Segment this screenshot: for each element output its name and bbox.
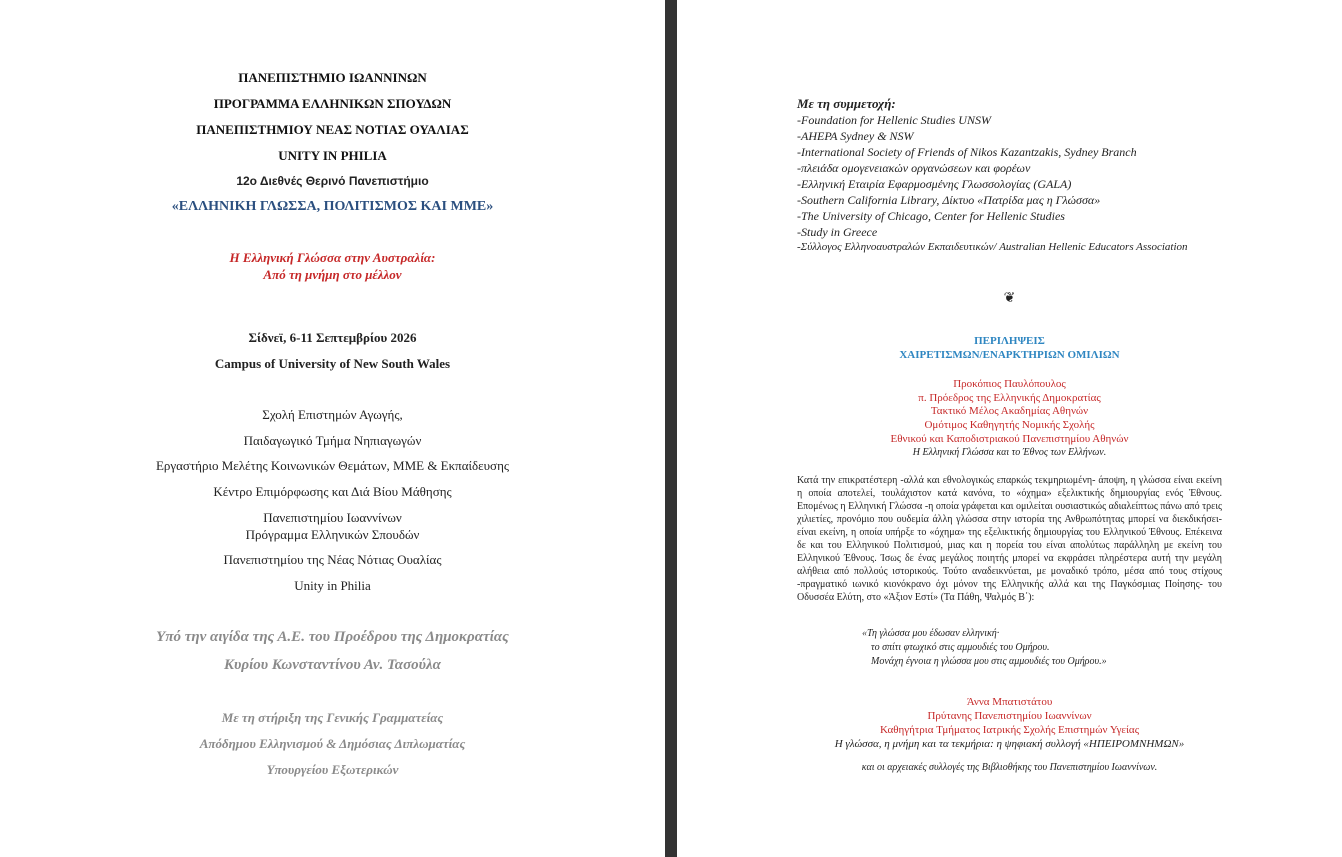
support-line-2: Απόδημου Ελληνισμού & Δημόσιας Διπλωματίας xyxy=(199,736,466,751)
participant-item: -AHEPA Sydney & NSW xyxy=(797,129,914,143)
organizer-line: Πανεπιστημίου της Νέας Νότιας Ουαλίας xyxy=(223,552,442,567)
speaker1-line: π. Πρόεδρος της Ελληνικής Δημοκρατίας xyxy=(918,392,1101,404)
right-page xyxy=(677,0,1342,857)
section-title-1: ΠΕΡΙΛΗΨΕΙΣ xyxy=(974,335,1045,347)
left-page xyxy=(0,0,665,857)
participant-item-highlight: -Σύλλογος Ελληνοαυστραλών Εκπαιδευτικών/ Australian Hellenic Educators Association xyxy=(797,241,1188,253)
speaker2-talk-1: Η γλώσσα, η μνήμη και τα τεκμήρια: η ψηφιακή συλλογή «ΗΠΕΙΡΟΜΝΗΜΩΝ» xyxy=(834,738,1185,750)
abstract-paragraph: Κατά την επικρατέστερη -αλλά και εθνολογικώς επαρκώς τεκμηριωμένη- άποψη, η γλώσσα είναι εκείνη η οποία αποτελεί, τουλάχιστον κατά κανόνα, το «όχημα» εξελικτικής δημιουργίας ενός Έθνους. Επομένως η Ελληνική Γλώσσα -η οποία γράφεται και ομιλείται ουσιαστικώς αδιαλείπτως πάνω από τρεις χιλιετίες, προνόμιο που ουδεμία άλλη γλώσσα στην ιστορία της Ανθρωπότητας μπορεί να διεκδικήσει- είναι εκείνη, η οποία υπήρξε το «όχημα» της εξελικτικής δημιουργίας του Ελληνικού Έθνους. Επέκεινα δε και του Ελληνικού Πολιτισμού, μιας και η πορεία του είναι απολύτως παράλληλη με εκείνη του Ελληνικού Έθνους. Ίσως δε ένας μεγάλος ποιητής μπορεί να εκφράσει πληρέστερα αυτή την μεγάλη αλήθεια από πολλούς ιστορικούς. Τούτο αναδεικνύεται, με μοναδικό τρόπο, μέσα από τους στίχους -πραγματικό ιωνικό κιονόκρανο όχι μόνον της Ελληνικής αλλά και της Παγκόσμιας Ποίησης- του Οδυσσέα Ελύτη, στο «Άξιον Εστί» (Τα Πάθη, Ψαλμός Β΄): xyxy=(797,475,1222,603)
speaker1-line: Τακτικό Μέλος Ακαδημίας Αθηνών xyxy=(930,405,1089,417)
participant-item: -International Society of Friends of Nikos Kazantzakis, Sydney Branch xyxy=(797,145,1137,159)
speaker2-line: Καθηγήτρια Τμήματος Ιατρικής Σχολής Επιστημών Υγείας xyxy=(879,724,1140,736)
organizer-line: Εργαστήριο Μελέτης Κοινωνικών Θεμάτων, ΜΜΕ & Εκπαίδευσης xyxy=(155,458,510,473)
participation-title: Με τη συμμετοχή: xyxy=(797,96,896,111)
speaker2-line: Άννα Μπατιστάτου xyxy=(966,696,1053,708)
support-line-3: Υπουργείου Εξωτερικών xyxy=(266,762,399,777)
summer-school-subtitle: 12ο Διεθνές Θερινό Πανεπιστήμιο xyxy=(236,174,429,188)
speaker1-line: Εθνικού και Καποδιστριακού Πανεπιστημίου Αθηνών xyxy=(890,433,1129,445)
organizer-line: Παιδαγωγικό Τμήμα Νηπιαγωγών xyxy=(243,433,422,448)
organizer-line: Σχολή Επιστημών Αγωγής, xyxy=(262,407,403,422)
unsw-title: ΠΑΝΕΠΙΣΤΗΜΙΟΥ ΝΕΑΣ ΝΟΤΙΑΣ ΟΥΑΛΙΑΣ xyxy=(196,122,469,137)
program-title: ΠΡΟΓΡΑΜΜΑ ΕΛΛΗΝΙΚΩΝ ΣΠΟΥΔΩΝ xyxy=(213,96,452,111)
unity-title: UNITY IN PHILIA xyxy=(278,148,387,163)
topic-line-1: Η Ελληνική Γλώσσα στην Αυστραλία: xyxy=(229,250,436,265)
organizer-line: Κέντρο Επιμόρφωσης και Διά Βίου Μάθησης xyxy=(213,484,452,499)
organizer-line: Πανεπιστημίου Ιωαννίνων xyxy=(263,510,402,525)
verse-line: «Τη γλώσσα μου έδωσαν ελληνική· xyxy=(862,628,1000,639)
speaker1-talk: Η Ελληνική Γλώσσα και το Έθνος των Ελλήνων. xyxy=(912,447,1107,458)
speaker1-line: Ομότιμος Καθηγητής Νομικής Σχολής xyxy=(924,419,1095,431)
speaker1-line: Προκόπιος Παυλόπουλος xyxy=(953,378,1066,390)
participant-item: -πλειάδα ομογενειακών οργανώσεων και φορέων xyxy=(797,161,1031,175)
participant-item: -Ελληνική Εταιρία Εφαρμοσμένης Γλωσσολογίας (GALA) xyxy=(797,177,1072,191)
verse-line: το σπίτι φτωχικό στις αμμουδιές του Ομήρου. xyxy=(871,642,1050,653)
organizer-line: Πρόγραμμα Ελληνικών Σπουδών xyxy=(245,527,420,542)
ornament-icon: ❦ xyxy=(1003,291,1016,306)
speaker2-line: Πρύτανης Πανεπιστημίου Ιωαννίνων xyxy=(927,710,1092,722)
participant-item: -The University of Chicago, Center for Hellenic Studies xyxy=(797,209,1065,223)
speaker2-talk-2: και οι αρχειακές συλλογές της Βιβλιοθήκης του Πανεπιστημίου Ιωαννίνων. xyxy=(861,762,1158,773)
conference-theme: «ΕΛΛΗΝΙΚΗ ΓΛΩΣΣΑ, ΠΟΛΙΤΙΣΜΟΣ ΚΑΙ ΜΜΕ» xyxy=(171,199,494,214)
participant-item: -Southern California Library, Δίκτυο «Πατρίδα μας η Γλώσσα» xyxy=(797,193,1101,207)
participant-item: -Foundation for Hellenic Studies UNSW xyxy=(797,113,991,127)
auspices-line-2: Κυρίου Κωνσταντίνου Αν. Τασούλα xyxy=(224,657,441,673)
event-venue: Campus of University of New South Wales xyxy=(214,356,451,371)
topic-line-2: Από τη μνήμη στο μέλλον xyxy=(263,267,402,282)
section-title-2: ΧΑΙΡΕΤΙΣΜΩΝ/ΕΝΑΡΚΤΗΡΙΩΝ ΟΜΙΛΙΩΝ xyxy=(899,349,1120,361)
event-date: Σίδνεϊ, 6-11 Σεπτεμβρίου 2026 xyxy=(248,330,417,345)
participant-item: -Study in Greece xyxy=(797,225,878,239)
auspices-line-1: Υπό την αιγίδα της Α.Ε. του Προέδρου της Δημοκρατίας xyxy=(156,629,509,645)
organizer-line: Unity in Philia xyxy=(294,578,371,593)
verse-line: Μονάχη έγνοια η γλώσσα μου στις αμμουδιές του Ομήρου.» xyxy=(871,656,1107,667)
university-title: ΠΑΝΕΠΙΣΤΗΜΙΟ ΙΩΑΝΝΙΝΩΝ xyxy=(238,70,427,85)
support-line-1: Με τη στήριξη της Γενικής Γραμματείας xyxy=(221,710,444,725)
page-gutter xyxy=(665,0,677,857)
